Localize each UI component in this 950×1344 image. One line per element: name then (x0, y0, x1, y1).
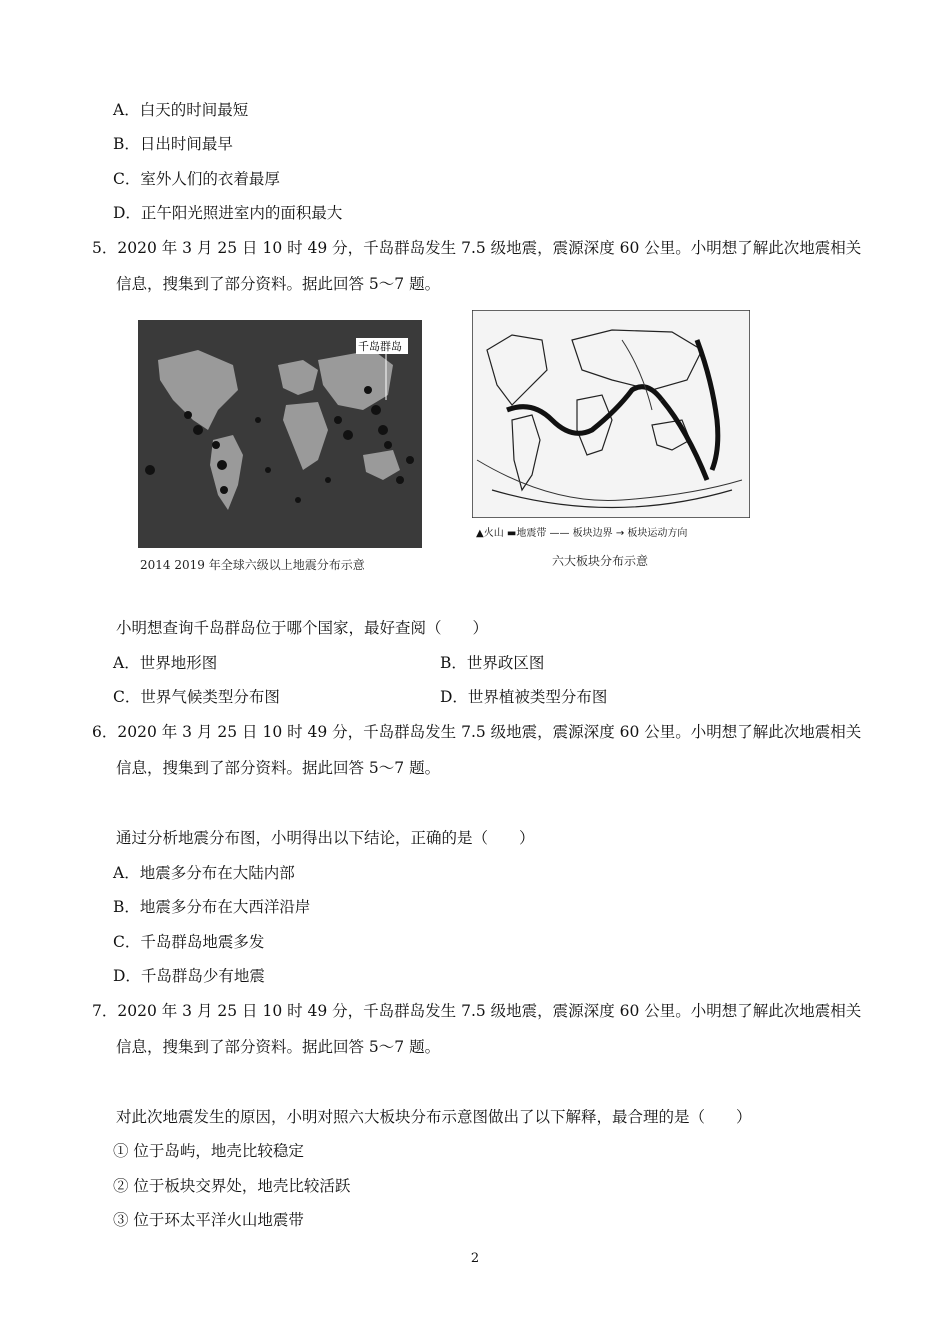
q6-intro-line2: 信息，搜集到了部分资料。据此回答 5～7 题。 (116, 759, 441, 777)
q5-intro-line2: 信息，搜集到了部分资料。据此回答 5～7 题。 (116, 275, 441, 293)
earthquake-map-figure (138, 320, 422, 548)
q7-statement-3: ③ 位于环太平洋火山地震带 (113, 1211, 304, 1229)
plates-map-legend: ▲火山 ▬地震带 —— 板块边界 → 板块运动方向 (476, 528, 688, 539)
kuril-islands-label: 千岛群岛 (358, 340, 402, 353)
page-number: 2 (470, 1251, 480, 1266)
plates-map-caption: 六大板块分布示意 (552, 554, 649, 568)
q6-option-c: C．千岛群岛地震多发 (113, 933, 265, 951)
q4-option-a: A．白天的时间最短 (113, 101, 249, 119)
q4-option-d: D．正午阳光照进室内的面积最大 (113, 204, 343, 222)
q5-intro-line1: 5．2020 年 3 月 25 日 10 时 49 分，千岛群岛发生 7.5 级地震，震源深度 60 公里。小明想了解此次地震相关 (92, 239, 862, 257)
q5-option-d: D．世界植被类型分布图 (440, 688, 608, 706)
q5-option-b: B．世界政区图 (440, 654, 545, 672)
q7-statement-1: ① 位于岛屿，地壳比较稳定 (113, 1142, 304, 1160)
q7-intro-line1: 7．2020 年 3 月 25 日 10 时 49 分，千岛群岛发生 7.5 级地震，震源深度 60 公里。小明想了解此次地震相关 (92, 1002, 862, 1020)
q4-option-b: B．日出时间最早 (113, 135, 233, 153)
q7-statement-2: ② 位于板块交界处，地壳比较活跃 (113, 1177, 351, 1195)
earthquake-map (138, 320, 422, 548)
q6-option-b: B．地震多分布在大西洋沿岸 (113, 898, 311, 916)
plates-map (472, 310, 750, 518)
plates-map-figure (472, 310, 750, 539)
q6-option-a: A．地震多分布在大陆内部 (113, 864, 295, 882)
earthquake-map-caption: 2014 2019 年全球六级以上地震分布示意 (140, 558, 365, 572)
q5-option-a: A．世界地形图 (113, 654, 218, 672)
q7-stem: 对此次地震发生的原因，小明对照六大板块分布示意图做出了以下解释，最合理的是（ ） (116, 1108, 752, 1126)
q5-option-c: C．世界气候类型分布图 (113, 688, 280, 706)
q6-option-d: D．千岛群岛少有地震 (113, 967, 265, 985)
q6-stem: 通过分析地震分布图，小明得出以下结论，正确的是（ ） (116, 829, 535, 847)
q4-option-c: C．室外人们的衣着最厚 (113, 170, 280, 188)
q7-intro-line2: 信息，搜集到了部分资料。据此回答 5～7 题。 (116, 1038, 441, 1056)
q6-intro-line1: 6．2020 年 3 月 25 日 10 时 49 分，千岛群岛发生 7.5 级地震，震源深度 60 公里。小明想了解此次地震相关 (92, 723, 862, 741)
q5-stem: 小明想查询千岛群岛位于哪个国家，最好查阅（ ） (116, 619, 489, 637)
